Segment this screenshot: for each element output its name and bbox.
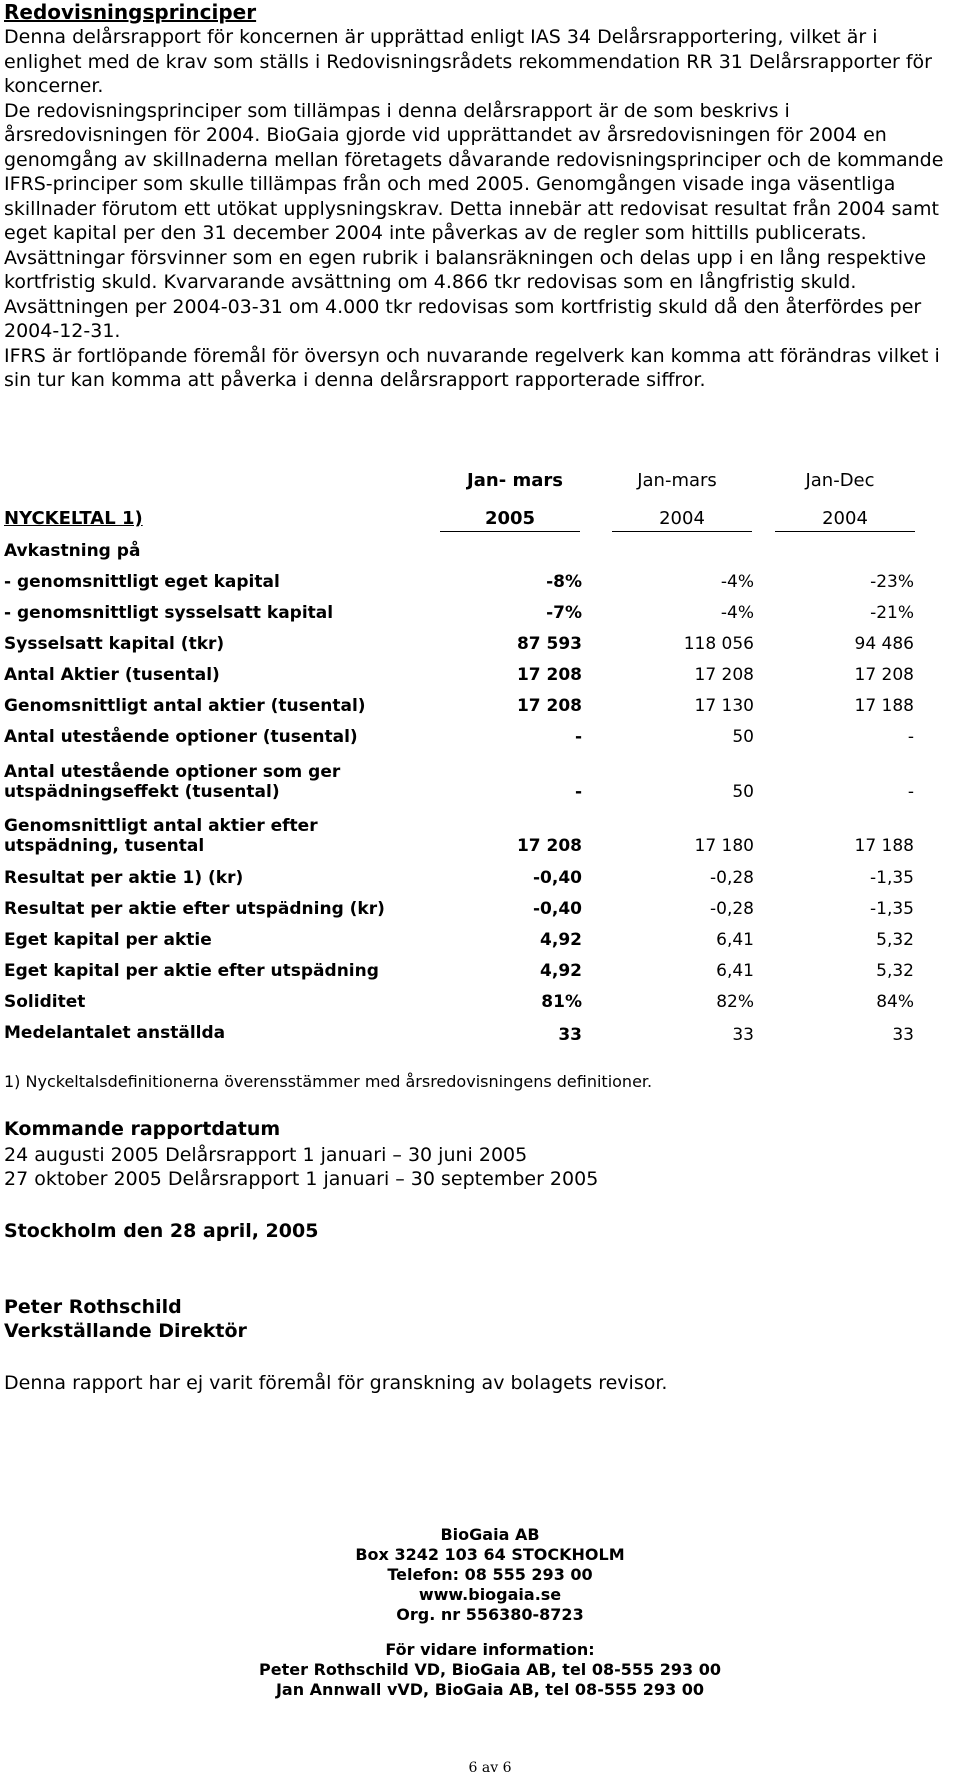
row-label: Antal Aktier (tusental)	[4, 665, 220, 685]
cell-value: 17 208	[516, 696, 582, 716]
cell-value: -4%	[720, 603, 754, 623]
cell-value: 17 188	[854, 836, 914, 856]
section-heading: Redovisningsprinciper	[4, 0, 257, 24]
cell-value: 118 056	[683, 634, 754, 654]
cell-value: -	[907, 782, 914, 802]
cell-value: 94 486	[854, 634, 914, 654]
row-label: Soliditet	[4, 992, 86, 1012]
keyfigures-footnote: 1) Nyckeltalsdefinitionerna överensstämmer med årsredovisningens definitioner.	[4, 1072, 653, 1091]
cell-value: 6,41	[716, 930, 754, 950]
column-header-year: 2004	[612, 508, 752, 532]
cell-value: 33	[892, 1025, 914, 1045]
row-label: Avkastning på	[4, 541, 141, 561]
column-header-year: 2004	[775, 508, 915, 532]
contact-line: Peter Rothschild VD, BioGaia AB, tel 08-555 293 00	[259, 1660, 721, 1679]
company-phone: Telefon: 08 555 293 00	[387, 1565, 593, 1584]
cell-value: -4%	[720, 572, 754, 592]
keyfigures-title: NYCKELTAL 1)	[4, 508, 143, 529]
row-label: - genomsnittligt eget kapital	[4, 572, 280, 592]
section-body	[4, 25, 954, 393]
cell-value: -0,40	[533, 899, 582, 919]
paragraph: Denna delårsrapport för koncernen är upprättad enligt IAS 34 Delårsrapportering, vilket är i enlighet med de krav som ställs i Redovisningsrådets rekommendation RR 31 Delårsrapporter för koncerner.	[4, 26, 932, 97]
company-address: Box 3242 103 64 STOCKHOLM	[355, 1545, 625, 1564]
place-date: Stockholm den 28 april, 2005	[4, 1220, 319, 1242]
row-label: Resultat per aktie 1) (kr)	[4, 868, 244, 888]
page-number: 6 av 6	[468, 1760, 512, 1776]
cell-value: -	[574, 782, 582, 802]
row-label: Sysselsatt kapital (tkr)	[4, 634, 225, 654]
cell-value: 50	[732, 782, 754, 802]
row-label: Genomsnittligt antal aktier (tusental)	[4, 696, 366, 716]
cell-value: -	[907, 727, 914, 747]
cell-value: 81%	[541, 992, 582, 1012]
cell-value: -8%	[546, 572, 582, 592]
cell-value: -0,28	[710, 899, 754, 919]
cell-value: 17 208	[694, 665, 754, 685]
cell-value: 17 180	[694, 836, 754, 856]
company-org-number: Org. nr 556380-8723	[396, 1605, 584, 1624]
row-label: Antal utestående optioner (tusental)	[4, 727, 358, 747]
cell-value: 5,32	[876, 961, 914, 981]
row-label: - genomsnittligt sysselsatt kapital	[4, 603, 334, 623]
cell-value: -0,40	[533, 868, 582, 888]
cell-value: 4,92	[540, 961, 582, 981]
company-website[interactable]: www.biogaia.se	[418, 1585, 562, 1604]
cell-value: -0,28	[710, 868, 754, 888]
cell-value: 33	[732, 1025, 754, 1045]
paragraph: Avsättningar försvinner som en egen rubrik i balansräkningen och delas upp i en lång respektive kortfristig skuld. Kvarvarande avsättning om 4.866 tkr redovisas som en långfristig skuld. Avsättningen per 2004-03-31 om 4.000 tkr redovisas som kortfristig skuld då den återfördes per 2004-12-31.	[4, 246, 927, 342]
cell-value: -1,35	[870, 899, 914, 919]
row-label: Resultat per aktie efter utspädning (kr)	[4, 899, 385, 919]
cell-value: 4,92	[540, 930, 582, 950]
report-dates-title: Kommande rapportdatum	[4, 1118, 281, 1140]
cell-value: 33	[558, 1025, 582, 1045]
company-address-block	[180, 1525, 800, 1625]
cell-value: 6,41	[716, 961, 754, 981]
cell-value: -23%	[870, 572, 914, 592]
signer-title: Verkställande Direktör	[4, 1320, 247, 1342]
report-date-item: 24 augusti 2005 Delårsrapport 1 januari – 30 juni 2005	[4, 1144, 528, 1166]
paragraph: De redovisningsprinciper som tillämpas i denna delårsrapport är de som beskrivs i årsredovisningen för 2004. BioGaia gjorde vid upprättandet av årsredovisningen för 2004 en genomgång av skillnaderna mellan företagets dåvarande redovisningsprinciper och de kommande IFRS-principer som skulle tillämpas från och med 2005. Genomgången visade inga väsentliga skillnader förutom ett utökat upplysningskrav. Detta innebär att redovisat resultat från 2004 samt eget kapital per den 31 december 2004 inte påverkas av de regler som hittills publicerats.	[4, 99, 944, 244]
signer-name: Peter Rothschild	[4, 1296, 182, 1318]
row-label: Antal utestående optioner som ger utspädningseffekt (tusental)	[4, 762, 341, 802]
cell-value: 50	[732, 727, 754, 747]
report-date-item: 27 oktober 2005 Delårsrapport 1 januari – 30 september 2005	[4, 1168, 599, 1190]
cell-value: -1,35	[870, 868, 914, 888]
column-header-period: Jan- mars	[467, 470, 563, 491]
row-label: Eget kapital per aktie	[4, 930, 212, 950]
cell-value: 17 208	[516, 665, 582, 685]
contact-line: Jan Annwall vVD, BioGaia AB, tel 08-555 293 00	[275, 1680, 705, 1699]
contact-block	[180, 1640, 800, 1700]
paragraph: IFRS är fortlöpande föremål för översyn och nuvarande regelverk kan komma att förändras vilket i sin tur kan komma att påverka i denna delårsrapport rapporterade siffror.	[4, 344, 940, 391]
company-name: BioGaia AB	[440, 1525, 540, 1544]
cell-value: -	[574, 727, 582, 747]
row-label: Genomsnittligt antal aktier efter utspädning, tusental	[4, 816, 318, 856]
cell-value: 17 208	[516, 836, 582, 856]
cell-value: -7%	[546, 603, 582, 623]
cell-value: 5,32	[876, 930, 914, 950]
row-label: Eget kapital per aktie efter utspädning	[4, 961, 379, 981]
cell-value: 82%	[716, 992, 754, 1012]
contact-title: För vidare information:	[385, 1640, 595, 1659]
cell-value: 87 593	[516, 634, 582, 654]
column-header-period: Jan-mars	[637, 470, 717, 491]
column-header-year: 2005	[440, 508, 580, 532]
cell-value: 17 208	[854, 665, 914, 685]
cell-value: 17 130	[694, 696, 754, 716]
cell-value: -21%	[870, 603, 914, 623]
row-label: Medelantalet anställda	[4, 1023, 226, 1043]
column-header-period: Jan-Dec	[805, 470, 875, 491]
cell-value: 84%	[876, 992, 914, 1012]
audit-note: Denna rapport har ej varit föremål för granskning av bolagets revisor.	[4, 1372, 668, 1394]
cell-value: 17 188	[854, 696, 914, 716]
